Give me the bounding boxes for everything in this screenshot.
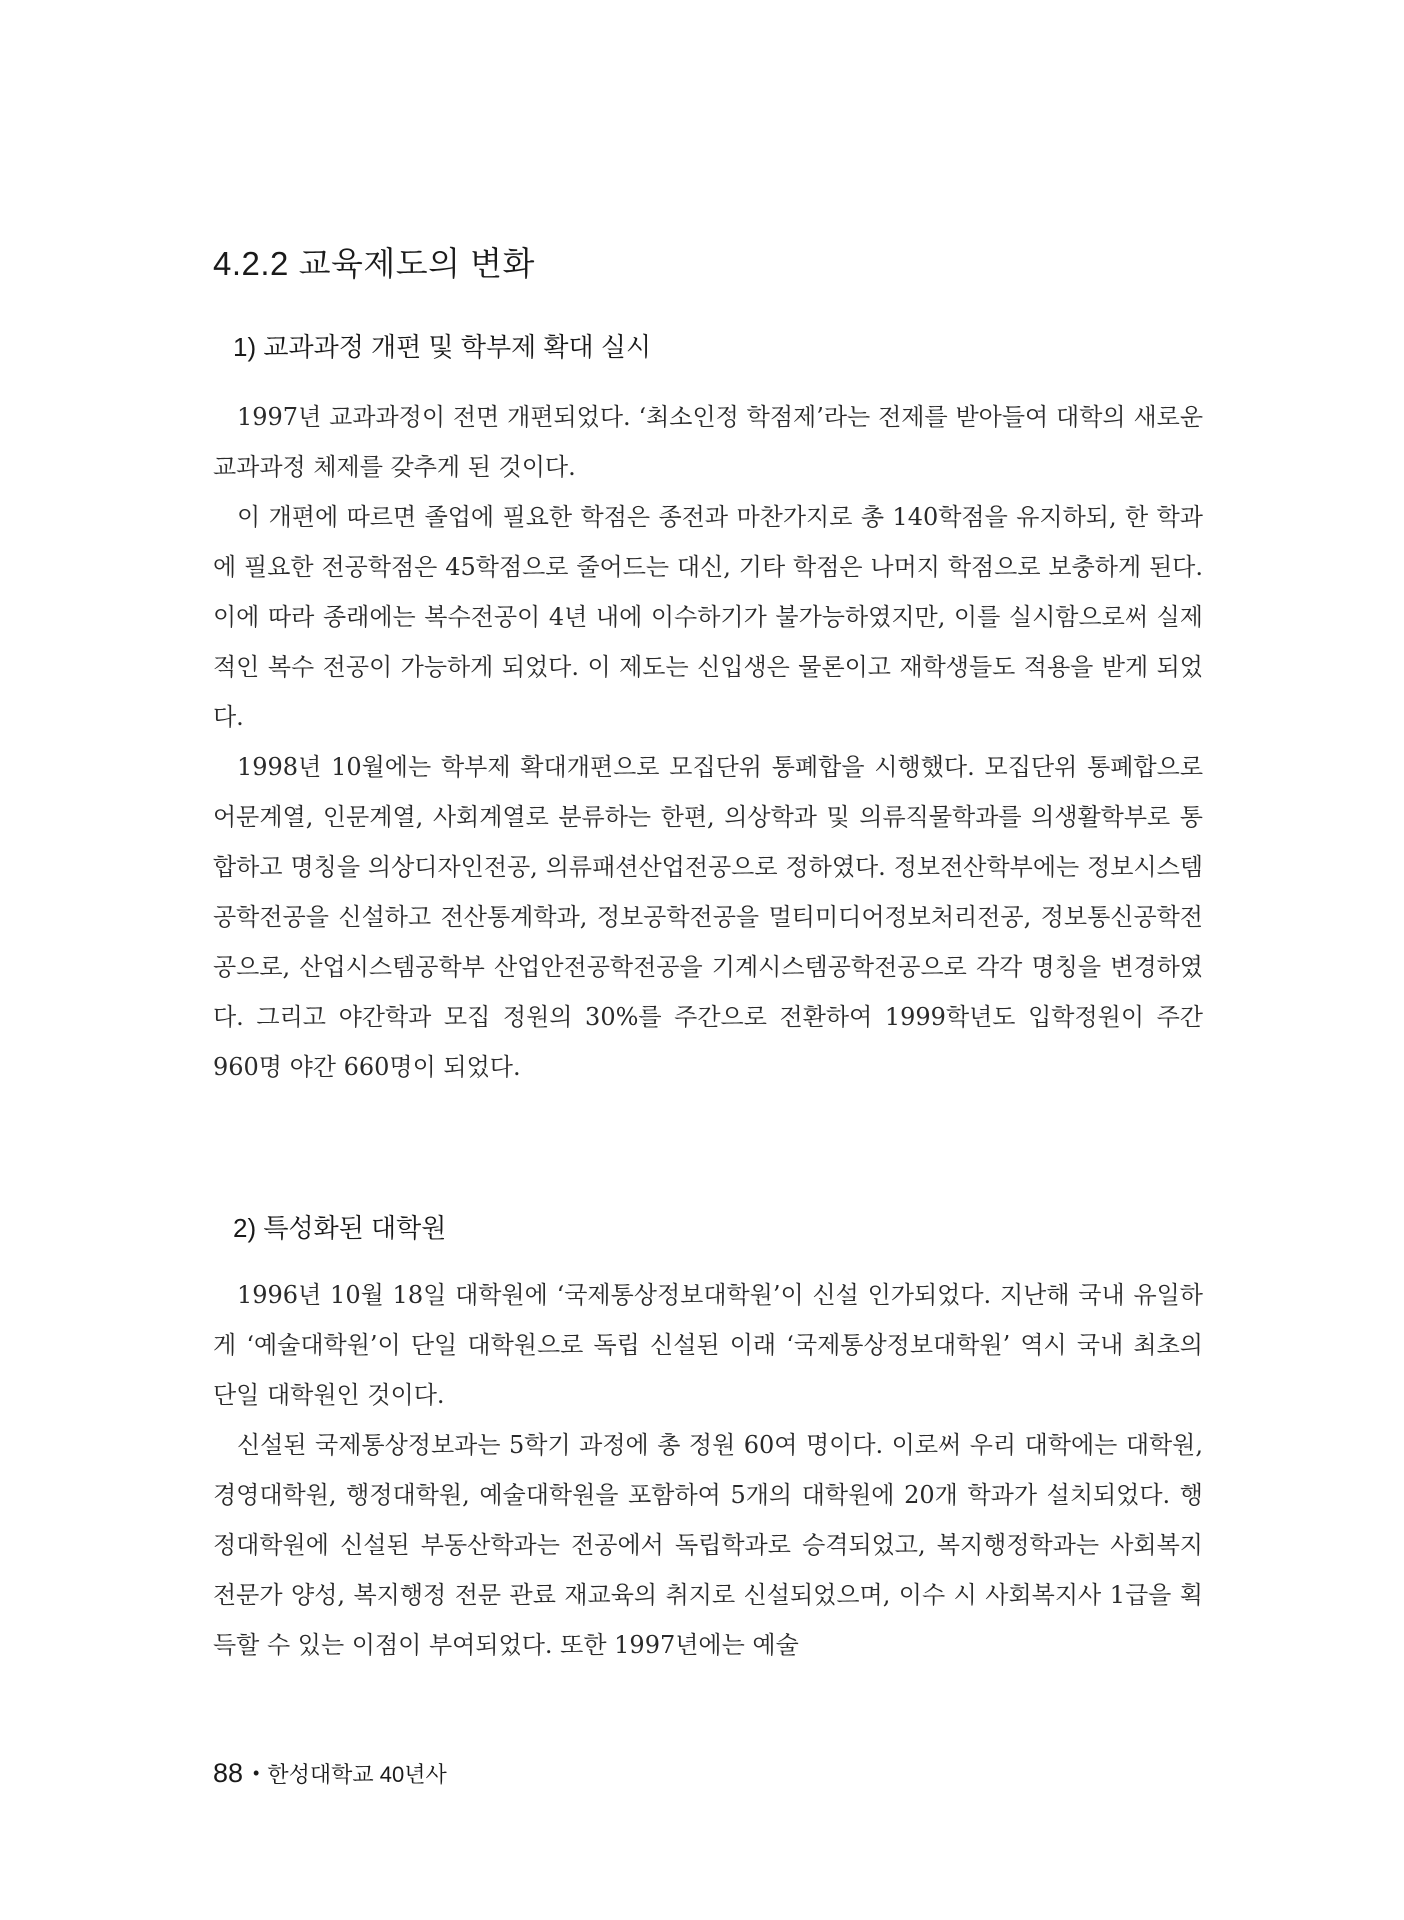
body-text-curriculum bbox=[213, 392, 1203, 1092]
paragraph: 1997년 교과과정이 전면 개편되었다. ‘최소인정 학점제’라는 전제를 받아들여 대학의 새로운 교과과정 체제를 갖추게 된 것이다. bbox=[213, 403, 1203, 481]
document-page bbox=[213, 0, 1203, 1920]
paragraph: 이 개편에 따르면 졸업에 필요한 학점은 종전과 마찬가지로 총 140학점을 유지하되, 한 학과에 필요한 전공학점은 45학점으로 줄어드는 대신, 기타 학점은 나머지 학점으로 보충하게 된다. 이에 따라 종래에는 복수전공이 4년 내에 이수하기가 불가능하였지만, 이를 실시함으로써 실제적인 복수 전공이 가능하게 되었다. 이 제도는 신입생은 물론이고 재학생들도 적용을 받게 되었다. bbox=[213, 503, 1203, 731]
book-title: 한성대학교 40년사 bbox=[267, 1762, 447, 1787]
paragraph: 신설된 국제통상정보과는 5학기 과정에 총 정원 60여 명이다. 이로써 우리 대학에는 대학원, 경영대학원, 행정대학원, 예술대학원을 포함하여 5개의 대학원에 20개 학과가 설치되었다. 행정대학원에 신설된 부동산학과는 전공에서 독립학과로 승격되었고, 복지행정학과는 사회복지 전문가 양성, 복지행정 전문 관료 재교육의 취지로 신설되었으며, 이수 시 사회복지사 1급을 획득할 수 있는 이점이 부여되었다. 또한 1997년에는 예술 bbox=[213, 1431, 1203, 1659]
paragraph: 1996년 10월 18일 대학원에 ‘국제통상정보대학원’이 신설 인가되었다. 지난해 국내 유일하게 ‘예술대학원’이 단일 대학원으로 독립 신설된 이래 ‘국제통상정보대학원’ 역시 국내 최초의 단일 대학원인 것이다. bbox=[213, 1281, 1203, 1409]
page-number: 88 bbox=[213, 1758, 244, 1788]
paragraph: 1998년 10월에는 학부제 확대개편으로 모집단위 통폐합을 시행했다. 모집단위 통폐합으로 어문계열, 인문계열, 사회계열로 분류하는 한편, 의상학과 및 의류직물학과를 의생활학부로 통합하고 명칭을 의상디자인전공, 의류패션산업전공으로 정하였다. 정보전산학부에는 정보시스템공학전공을 신설하고 전산통계학과, 정보공학전공을 멀티미디어정보처리전공, 정보통신공학전공으로, 산업시스템공학부 산업안전공학전공을 기계시스템공학전공으로 각각 명칭을 변경하였다. 그리고 야간학과 모집 정원의 30%를 주간으로 전환하여 1999학년도 입학정원이 주간 960명 야간 660명이 되었다. bbox=[213, 753, 1203, 1081]
subsection-title-graduate-school: 2) 특성화된 대학원 bbox=[233, 1213, 447, 1243]
body-text-graduate-school bbox=[213, 1270, 1203, 1670]
page-footer bbox=[213, 1758, 447, 1789]
footer-separator: • bbox=[253, 1763, 260, 1783]
subsection-title-curriculum: 1) 교과과정 개편 및 학부제 확대 실시 bbox=[233, 332, 652, 362]
section-title: 4.2.2 교육제도의 변화 bbox=[213, 245, 535, 282]
